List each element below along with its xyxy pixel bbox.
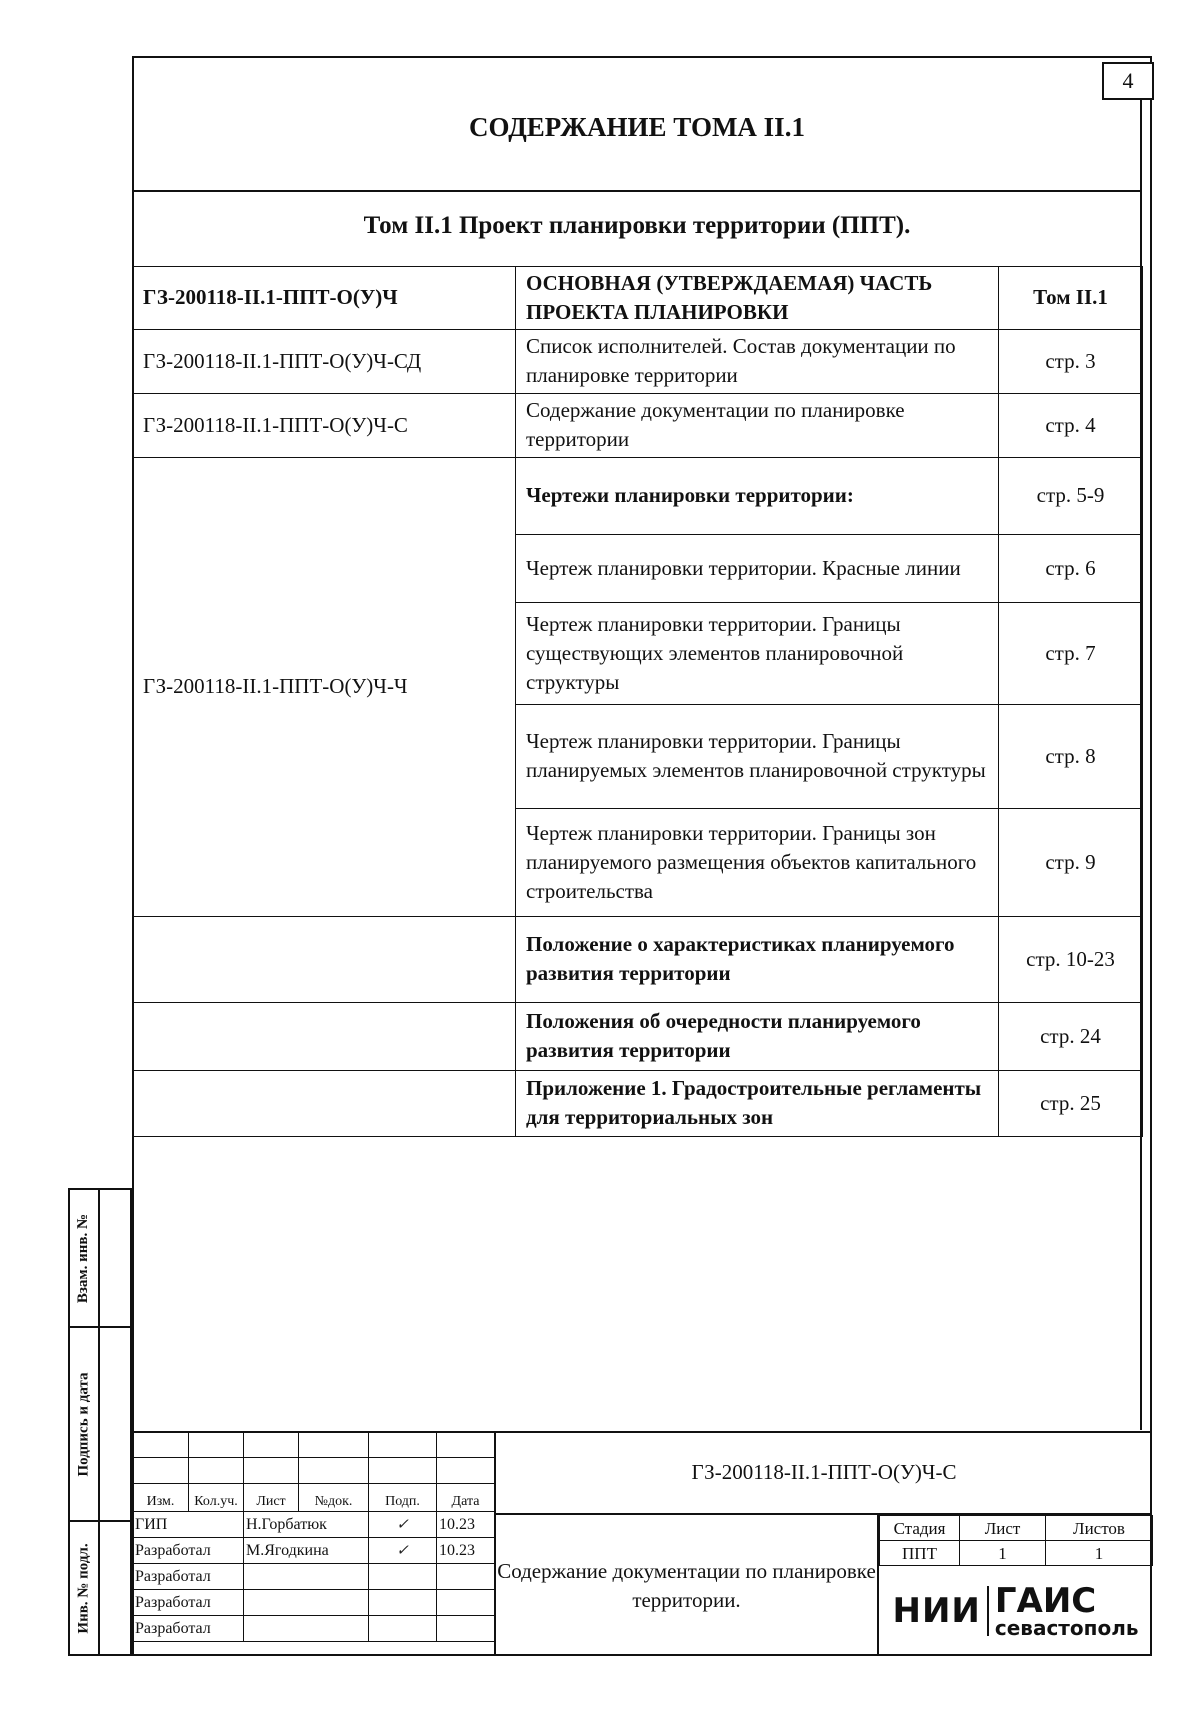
role: Разработал (133, 1590, 244, 1616)
logo-city: севастополь (994, 1615, 1139, 1640)
toc-name: ОСНОВНАЯ (УТВЕРЖДАЕМАЯ) ЧАСТЬ ПРОЕКТА ПЛАНИРОВКИ (516, 267, 999, 330)
logo-gais: ГАИС (994, 1580, 1097, 1621)
person-name (244, 1590, 369, 1616)
toc-name: Чертеж планировки территории. Границы планируемых элементов планировочной структуры (516, 704, 999, 808)
toc-name: Чертеж планировки территории. Границы зон планируемого размещения объектов капитального строительства (516, 808, 999, 916)
toc-code: ГЗ-200118-II.1-ППТ-О(У)Ч-С (133, 393, 516, 457)
sheet-number: 4 (1102, 62, 1154, 100)
stage-table (879, 1515, 1153, 1566)
rev-header: Кол.уч. (189, 1484, 244, 1512)
rev-header: Лист (244, 1484, 299, 1512)
title-divider (132, 190, 1142, 192)
role: Разработал (133, 1564, 244, 1590)
side-label: Взам. инв. № (75, 1213, 92, 1303)
stage-header: Листов (1046, 1516, 1153, 1541)
person-name: М.Ягодкина (244, 1538, 369, 1564)
sheets-total-value: 1 (1046, 1541, 1153, 1566)
toc-page: стр. 8 (999, 704, 1143, 808)
stage-value: ППТ (880, 1541, 960, 1566)
toc-page: стр. 24 (999, 1002, 1143, 1070)
side-stamp-podpis (68, 1326, 132, 1522)
sign-date (437, 1564, 495, 1590)
toc-name: Список исполнителей. Состав документации по планировке территории (516, 329, 999, 393)
rev-header: Изм. (133, 1484, 189, 1512)
toc-page: стр. 10-23 (999, 916, 1143, 1002)
logo-nii: НИИ (892, 1590, 981, 1631)
document-code: ГЗ-200118-II.1-ППТ-О(У)Ч-С (494, 1431, 1152, 1515)
signature-row (133, 1512, 495, 1538)
side-stamp-inv (68, 1520, 132, 1656)
signature-mark: ✓ (396, 1542, 409, 1559)
toc-name: Приложение 1. Градостроительные регламенты для территориальных зон (516, 1070, 999, 1136)
side-stamp-vzam (68, 1188, 132, 1328)
toc-row-s (133, 393, 1143, 457)
toc-page: стр. 7 (999, 602, 1143, 704)
side-label: Подпись и дата (75, 1371, 92, 1477)
toc-page: стр. 25 (999, 1070, 1143, 1136)
document-description: Содержание документации по планировке территории. (494, 1515, 879, 1656)
toc-page: стр. 4 (999, 393, 1143, 457)
toc-row-sd (133, 329, 1143, 393)
stage-header: Стадия (880, 1516, 960, 1541)
signature-row (133, 1564, 495, 1590)
toc-page: стр. 5-9 (999, 457, 1143, 534)
company-logo (879, 1565, 1152, 1656)
rev-header: №док. (299, 1484, 369, 1512)
toc-code-empty (133, 1070, 516, 1136)
toc-row-polozhenie (133, 916, 1143, 1002)
sheet-value: 1 (960, 1541, 1046, 1566)
signature-mark: ✓ (396, 1516, 409, 1533)
toc-code-empty (133, 1002, 516, 1070)
signature-row (133, 1538, 495, 1564)
toc-row-ocherednost (133, 1002, 1143, 1070)
stage-header: Лист (960, 1516, 1046, 1541)
toc-code: ГЗ-200118-II.1-ППТ-О(У)Ч (133, 267, 516, 330)
sign-date (437, 1616, 495, 1642)
sign-date: 10.23 (437, 1538, 495, 1564)
rev-header: Подп. (369, 1484, 437, 1512)
revision-table (132, 1431, 495, 1642)
role: Разработал (133, 1538, 244, 1564)
rev-header: Дата (437, 1484, 495, 1512)
role: Разработал (133, 1616, 244, 1642)
sign-date (437, 1590, 495, 1616)
toc-name: Содержание документации по планировке территории (516, 393, 999, 457)
toc-code-empty (133, 916, 516, 1002)
revision-header-row (133, 1484, 495, 1512)
toc-code: ГЗ-200118-II.1-ППТ-О(У)Ч-Ч (133, 457, 516, 916)
toc-page: Том II.1 (999, 267, 1143, 330)
toc-name: Чертеж планировки территории. Красные линии (516, 534, 999, 602)
role: ГИП (133, 1512, 244, 1538)
logo-divider (987, 1586, 989, 1636)
person-name (244, 1616, 369, 1642)
toc-code: ГЗ-200118-II.1-ППТ-О(У)Ч-СД (133, 329, 516, 393)
person-name (244, 1564, 369, 1590)
toc-row-main (133, 267, 1143, 330)
toc-name: Положения об очередности планируемого развития территории (516, 1002, 999, 1070)
sign-date: 10.23 (437, 1512, 495, 1538)
toc-page: стр. 3 (999, 329, 1143, 393)
toc-page: стр. 9 (999, 808, 1143, 916)
toc-page: стр. 6 (999, 534, 1143, 602)
toc-name: Положение о характеристиках планируемого развития территории (516, 916, 999, 1002)
signature-row (133, 1616, 495, 1642)
side-label: Инв. № подл. (75, 1542, 92, 1634)
document-title: СОДЕРЖАНИЕ ТОМА II.1 (469, 112, 805, 142)
toc-name: Чертежи планировки территории: (516, 457, 999, 534)
toc-name: Чертеж планировки территории. Границы существующих элементов планировочной структуры (516, 602, 999, 704)
toc-row-prilozhenie (133, 1070, 1143, 1136)
signature-row (133, 1590, 495, 1616)
person-name: Н.Горбатюк (244, 1512, 369, 1538)
toc-table (132, 266, 1143, 1137)
toc-row-drawings (133, 457, 1143, 534)
volume-heading: Том II.1 Проект планировки территории (ППТ). (363, 212, 911, 239)
